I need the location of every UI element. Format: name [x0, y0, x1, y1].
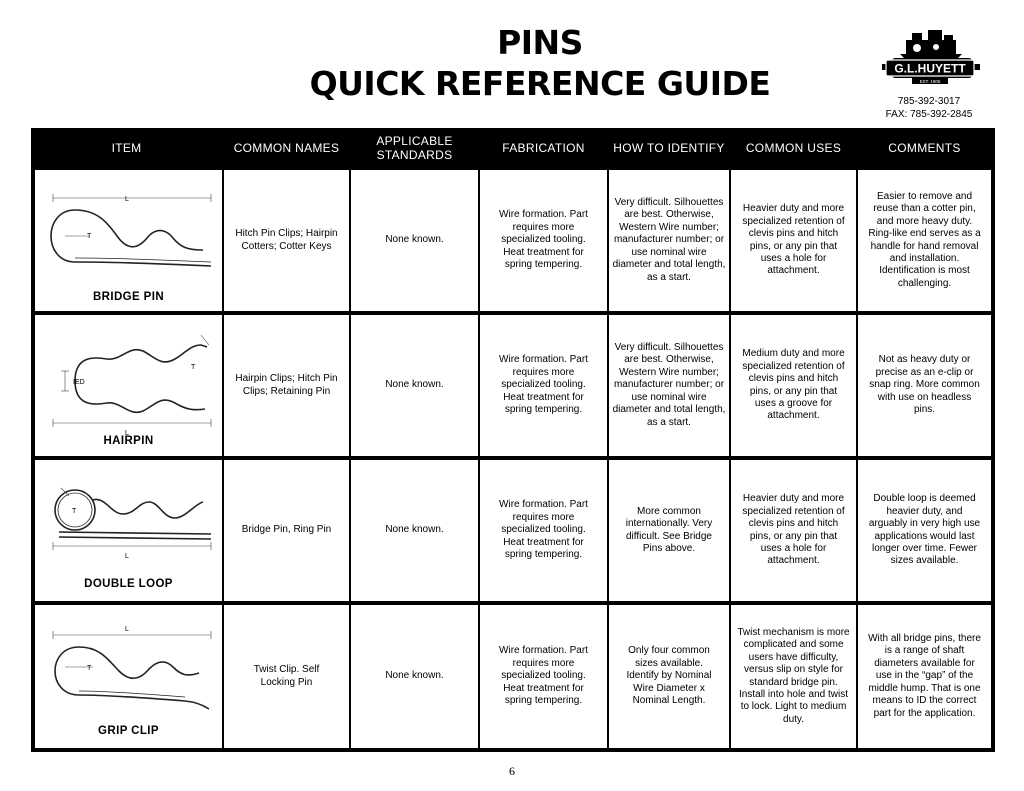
- cell-standards: [351, 605, 478, 748]
- cell-how-to-identify: [609, 315, 729, 456]
- header-common-uses: COMMON USES: [745, 141, 842, 155]
- contact-info: [862, 95, 996, 121]
- cell-text: Medium duty and more specialized retention of clevis pins and hitch pins, or any pin that uses a groove for attachment.: [742, 348, 845, 422]
- cell-fabrication: [480, 315, 607, 456]
- cell-text: Not as heavy duty or precise as an e-clip or snap ring. More common with use on headless pins.: [869, 354, 980, 416]
- cell-common-uses: [731, 605, 856, 748]
- cell-text: None known.: [385, 234, 444, 246]
- fax-number: FAX: 785-392-2845: [885, 109, 973, 120]
- table-row-item-hairpin: [35, 315, 222, 456]
- cell-fabrication: [480, 460, 607, 601]
- cell-text: Hitch Pin Clips; Hairpin Cotters; Cotter Keys: [235, 228, 338, 252]
- cell-common-names: [224, 315, 349, 456]
- header-comments: COMMENTS: [888, 141, 961, 155]
- cell-text: Only four common sizes available. Identify by Nominal Wire Diameter x Nominal Length.: [626, 645, 712, 707]
- cell-text: Very difficult. Silhouettes are best. Otherwise, Western Wire number; manufacturer number; or use nominal wire diameter and total length, as a start.: [612, 342, 726, 428]
- cell-text: With all bridge pins, there is a range of shaft diameters available for use in the “gap” of the middle hump. That is one means to ID the correct part for the application.: [868, 633, 981, 719]
- cell-common-uses: [731, 315, 856, 456]
- logo-text: G.L.HUYETT: [894, 61, 966, 76]
- cell-text: None known.: [385, 524, 444, 536]
- title-line-1: PINS: [497, 23, 583, 62]
- cell-comments: [858, 605, 991, 748]
- cell-how-to-identify: [609, 460, 729, 601]
- cell-text: Wire formation. Part requires more specialized tooling. Heat treatment for spring tempering.: [499, 499, 588, 561]
- cell-text: None known.: [385, 379, 444, 391]
- item-name: DOUBLE LOOP: [84, 578, 173, 590]
- cell-common-names: [224, 170, 349, 311]
- cell-standards: [351, 315, 478, 456]
- cell-fabrication: [480, 605, 607, 748]
- cell-text: Double loop is deemed heavier duty, and arguably in very high use applications would last longer over time. Fewer sizes available.: [868, 493, 981, 567]
- cell-standards: [351, 170, 478, 311]
- cell-text: None known.: [385, 670, 444, 682]
- cell-common-uses: [731, 170, 856, 311]
- table-row-item-double-loop: [35, 460, 222, 601]
- header-how-to-identify: HOW TO IDENTIFY: [613, 141, 725, 155]
- logo-est: EST. 1905: [919, 79, 941, 84]
- cell-comments: [858, 460, 991, 601]
- table-row-item-bridge-pin: [35, 170, 222, 311]
- cell-text: Wire formation. Part requires more specialized tooling. Heat treatment for spring tempering.: [499, 645, 588, 707]
- cell-how-to-identify: [609, 170, 729, 311]
- cell-text: Hairpin Clips; Hitch Pin Clips; Retaining Pin: [235, 373, 338, 397]
- dim-label: L: [125, 196, 129, 203]
- dim-label: L: [125, 626, 129, 633]
- cell-how-to-identify: [609, 605, 729, 748]
- cell-text: Heavier duty and more specialized retention of clevis pins and hitch pins, or any pin that uses a hole for attachment.: [742, 493, 845, 567]
- dim-label: T: [191, 364, 196, 371]
- title-line-2: QUICK REFERENCE GUIDE: [309, 64, 771, 103]
- cell-text: Easier to remove and reuse than a cotter pin, and more heavy duty. Ring-like end serves as a handle for hand removal and installation. Identification is most challenging.: [868, 190, 981, 289]
- reference-table: [31, 128, 995, 752]
- header-item: ITEM: [111, 141, 142, 155]
- cell-comments: [858, 170, 991, 311]
- table-row-item-grip-clip: [35, 605, 222, 748]
- dim-label: T: [87, 233, 92, 240]
- cell-text: Twist mechanism is more complicated and some users have difficulty, versus slip on style for standard bridge pin. Install into hole and twist to lock. Light to medium duty.: [737, 626, 850, 725]
- dim-label: T: [72, 508, 77, 515]
- cell-text: Very difficult. Silhouettes are best. Otherwise, Western Wire number; manufacturer number; or use nominal wire diameter and total length, as a start.: [612, 197, 726, 283]
- dim-label: L: [125, 553, 129, 560]
- header-standards: APPLICABLE STANDARDS: [376, 134, 453, 162]
- cell-common-names: [224, 460, 349, 601]
- cell-text: Wire formation. Part requires more specialized tooling. Heat treatment for spring tempering.: [499, 354, 588, 416]
- bridge-pin-diagram: [35, 170, 222, 311]
- phone-number: 785-392-3017: [897, 96, 961, 107]
- cell-text: Twist Clip. Self Locking Pin: [253, 664, 320, 688]
- cell-text: Wire formation. Part requires more specialized tooling. Heat treatment for spring tempering.: [499, 209, 588, 271]
- dim-label: L: [125, 430, 129, 437]
- page-number: 6: [509, 764, 515, 778]
- cell-standards: [351, 460, 478, 601]
- cell-text: Bridge Pin, Ring Pin: [241, 524, 332, 536]
- dim-label: IED: [73, 379, 85, 386]
- page-title: [230, 22, 850, 104]
- header-fabrication: FABRICATION: [502, 141, 585, 155]
- item-name: BRIDGE PIN: [92, 291, 165, 303]
- cell-common-names: [224, 605, 349, 748]
- gl-huyett-logo: [872, 28, 988, 94]
- item-name: GRIP CLIP: [98, 725, 159, 737]
- cell-common-uses: [731, 460, 856, 601]
- cell-comments: [858, 315, 991, 456]
- cell-fabrication: [480, 170, 607, 311]
- header-common-names: COMMON NAMES: [233, 141, 340, 155]
- cell-text: Heavier duty and more specialized retention of clevis pins and hitch pins, or any pin that uses a hole for attachment.: [742, 203, 845, 277]
- dim-label: T: [87, 665, 92, 672]
- item-name: HAIRPIN: [103, 435, 154, 447]
- table-header-row: [31, 128, 995, 168]
- cell-text: More common internationally. Very difficult. See Bridge Pins above.: [625, 505, 713, 554]
